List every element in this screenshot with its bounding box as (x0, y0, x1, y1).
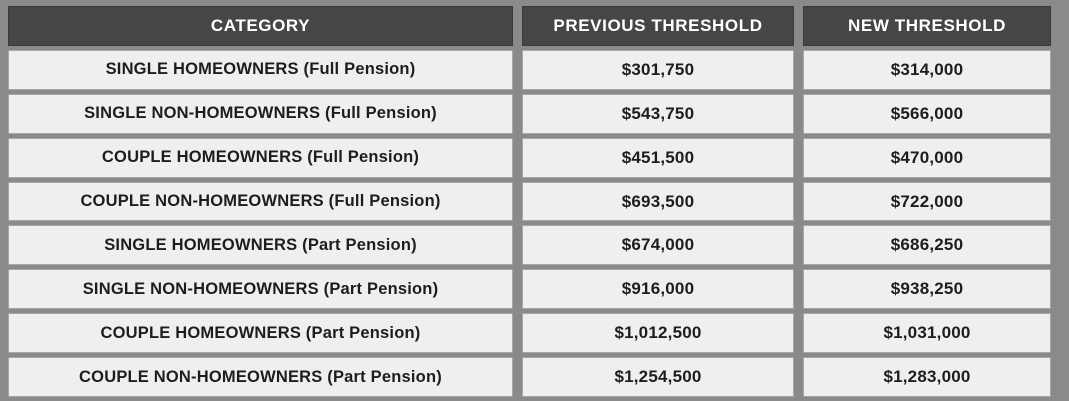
cell-category: COUPLE HOMEOWNERS (Part Pension) (8, 313, 513, 353)
cell-previous-threshold: $693,500 (522, 182, 794, 222)
cell-previous-threshold: $674,000 (522, 225, 794, 265)
table-row (8, 138, 1061, 178)
table-row (8, 269, 1061, 309)
cell-new-threshold: $566,000 (803, 94, 1051, 134)
column-header-category: CATEGORY (8, 6, 513, 46)
cell-category: COUPLE HOMEOWNERS (Full Pension) (8, 138, 513, 178)
cell-category: SINGLE NON-HOMEOWNERS (Full Pension) (8, 94, 513, 134)
cell-previous-threshold: $543,750 (522, 94, 794, 134)
cell-category: COUPLE NON-HOMEOWNERS (Part Pension) (8, 357, 513, 397)
cell-previous-threshold: $1,012,500 (522, 313, 794, 353)
table-row (8, 94, 1061, 134)
table-row (8, 313, 1061, 353)
cell-category: COUPLE NON-HOMEOWNERS (Full Pension) (8, 182, 513, 222)
cell-category: SINGLE HOMEOWNERS (Part Pension) (8, 225, 513, 265)
cell-new-threshold: $1,283,000 (803, 357, 1051, 397)
cell-new-threshold: $314,000 (803, 50, 1051, 90)
column-header-new-threshold: NEW THRESHOLD (803, 6, 1051, 46)
table-row (8, 182, 1061, 222)
cell-previous-threshold: $916,000 (522, 269, 794, 309)
column-header-previous-threshold: PREVIOUS THRESHOLD (522, 6, 794, 46)
cell-category: SINGLE NON-HOMEOWNERS (Part Pension) (8, 269, 513, 309)
cell-category: SINGLE HOMEOWNERS (Full Pension) (8, 50, 513, 90)
cell-new-threshold: $938,250 (803, 269, 1051, 309)
cell-previous-threshold: $301,750 (522, 50, 794, 90)
cell-previous-threshold: $1,254,500 (522, 357, 794, 397)
cell-new-threshold: $470,000 (803, 138, 1051, 178)
cell-new-threshold: $1,031,000 (803, 313, 1051, 353)
table-row (8, 357, 1061, 397)
table-row (8, 50, 1061, 90)
table-header-row (8, 6, 1061, 46)
cell-new-threshold: $686,250 (803, 225, 1051, 265)
cell-previous-threshold: $451,500 (522, 138, 794, 178)
cell-new-threshold: $722,000 (803, 182, 1051, 222)
table-row (8, 225, 1061, 265)
